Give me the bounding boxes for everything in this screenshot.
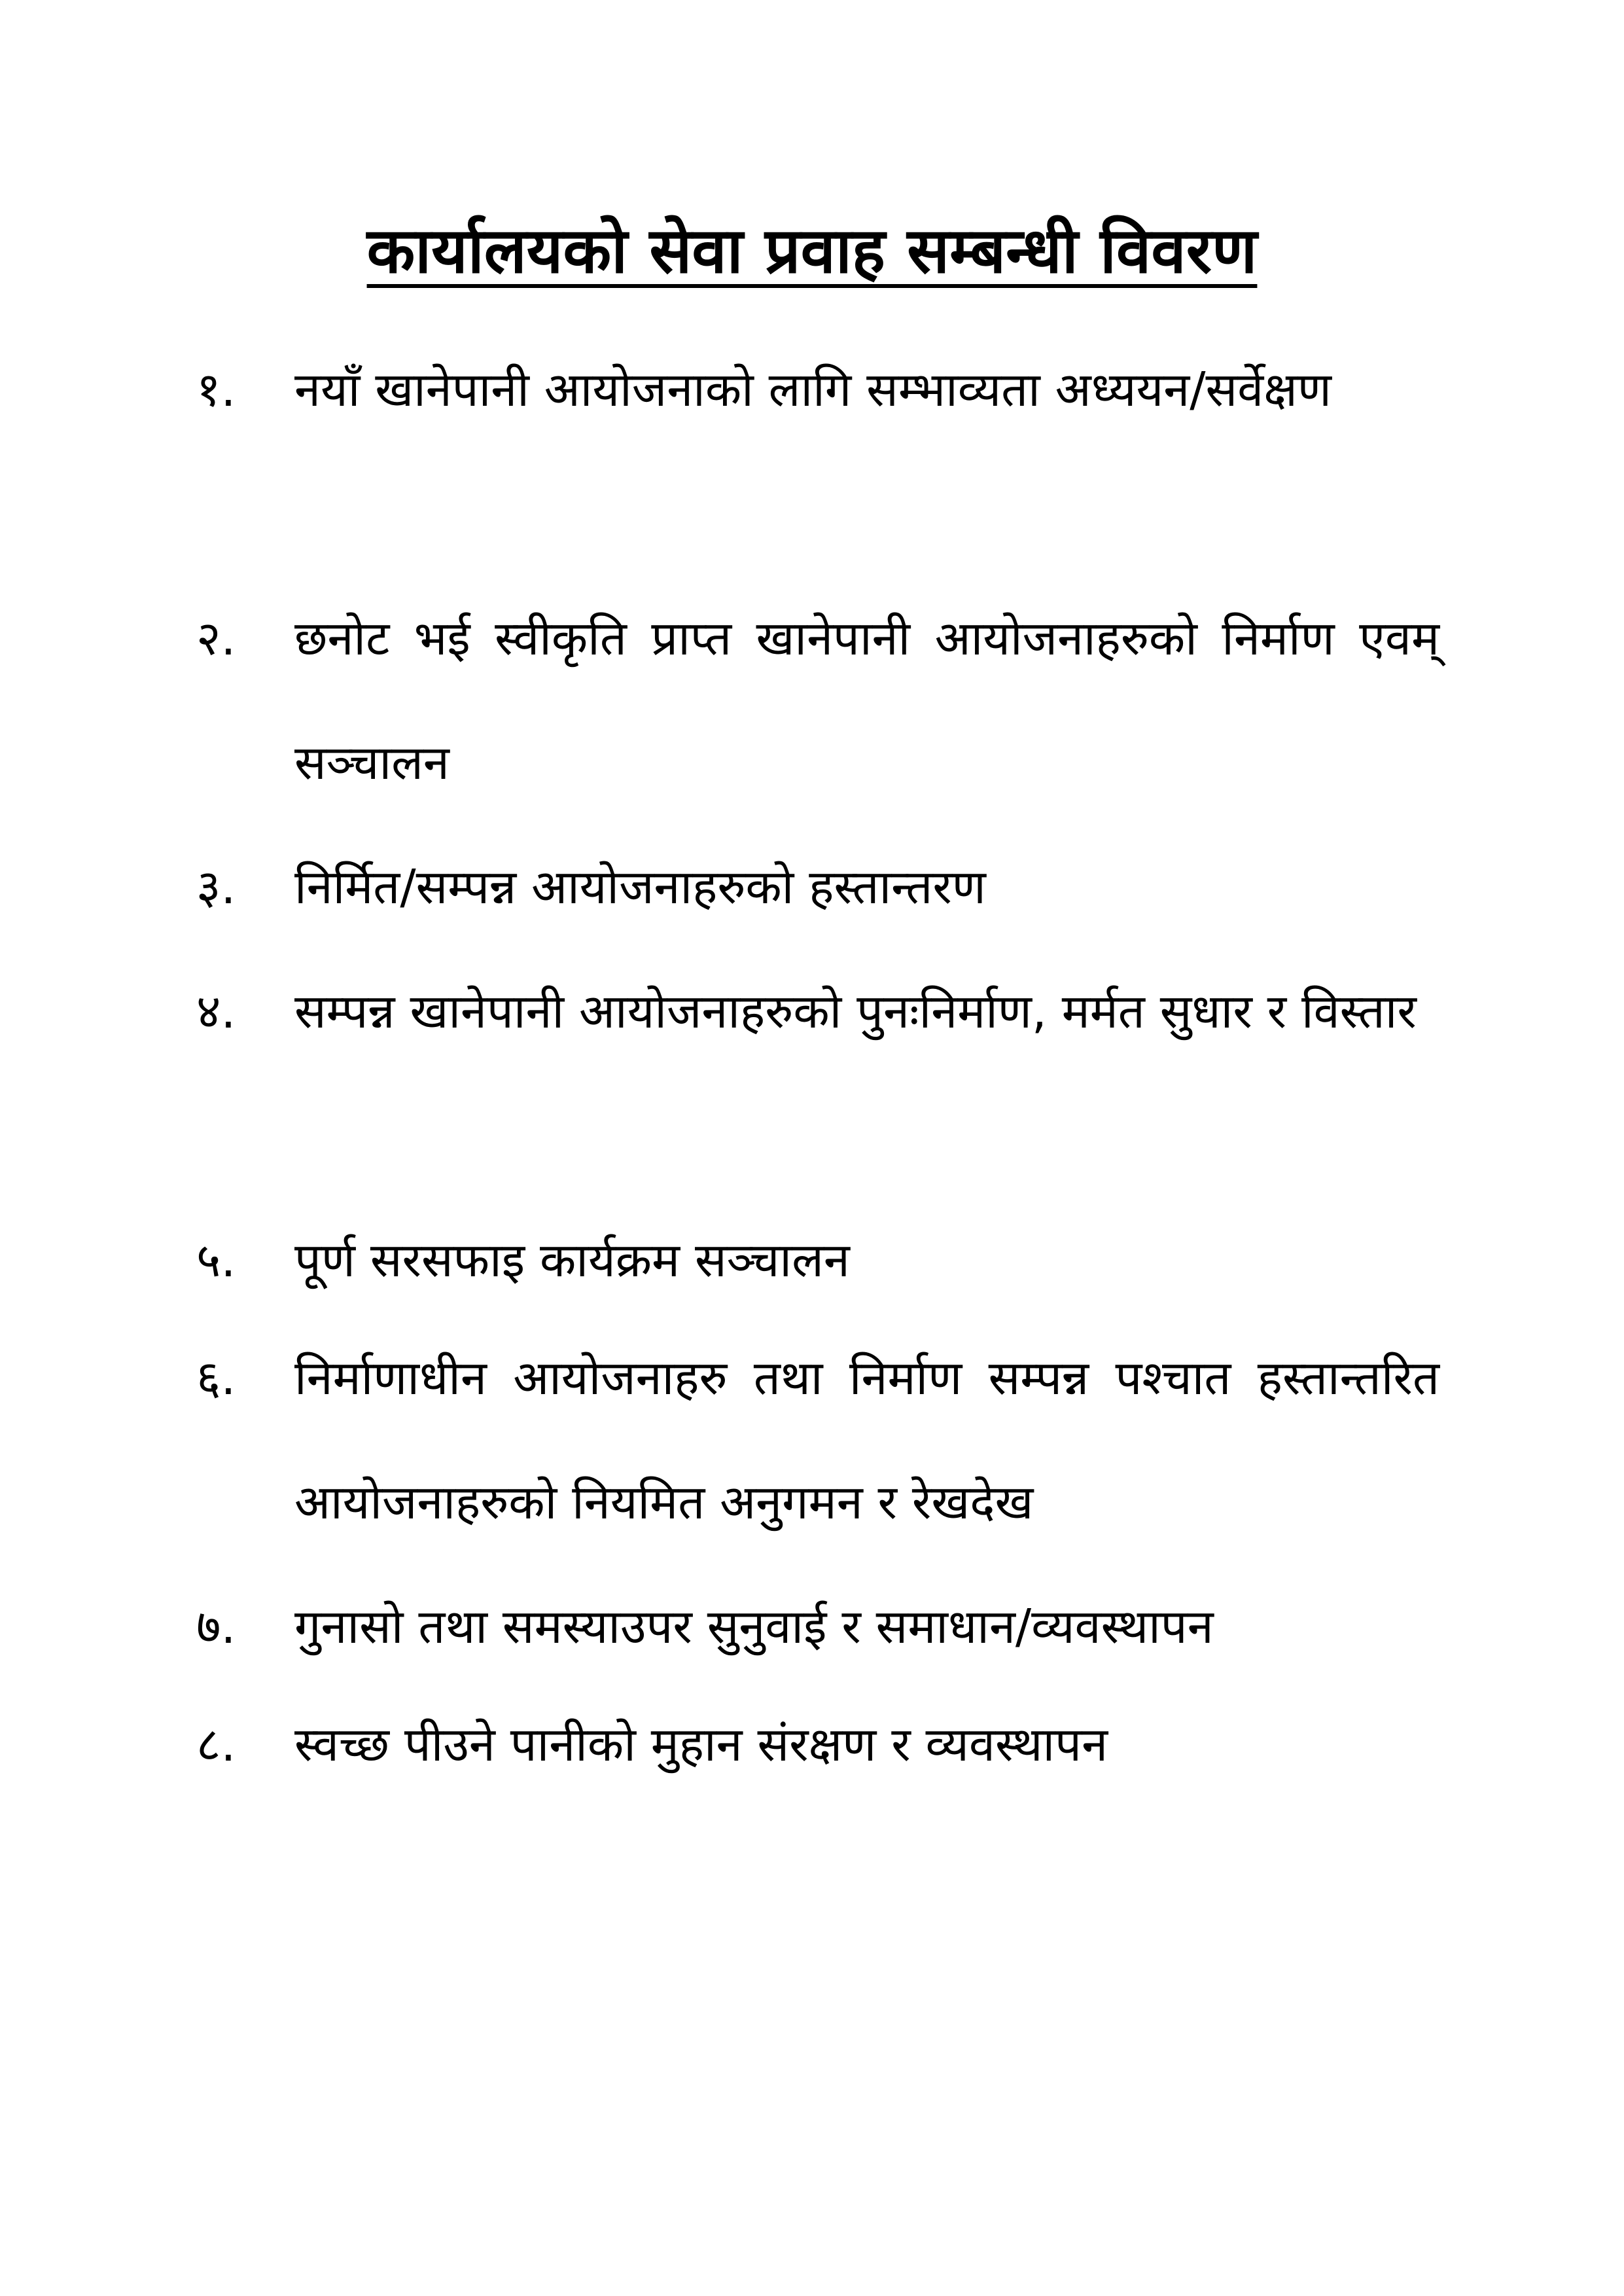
list-item: [196, 576, 1439, 825]
list-item-number: २.: [196, 611, 236, 666]
list-item-number: ८.: [196, 1717, 236, 1772]
list-item-text: स्वच्छ पीउने पानीको मुहान संरक्षण र व्यवस्थापन: [294, 1717, 1108, 1772]
list-item-text: पूर्ण सरसफाइ कार्यक्रम सञ्चालन: [294, 1232, 850, 1287]
list-item-text: निर्माणाधीन आयोजनाहरु तथा निर्माण सम्पन्न पश्चात हस्तान्तरित आयोजनाहरुको नियमित अनुगमन र रेखदेख: [294, 1350, 1439, 1530]
list-item-number: ५.: [196, 1232, 236, 1287]
list-item: [196, 1564, 1439, 1689]
list-item: [196, 825, 1439, 949]
list-item-text: निर्मित/सम्पन्न आयोजनाहरुको हस्तान्तरण: [294, 859, 986, 914]
list-item-text: नयाँ खानेपानी आयोजनाको लागि सम्भाव्यता अध्ययन/सर्वेक्षण: [294, 362, 1332, 417]
list-item-number: ७.: [196, 1599, 236, 1654]
list-item-number: ३.: [196, 859, 236, 914]
list-item: [196, 949, 1439, 1073]
list-item: [196, 1198, 1439, 1322]
list-item-number: १.: [196, 362, 236, 417]
list-item: [196, 327, 1439, 452]
list-item-number: ६.: [196, 1350, 236, 1405]
list-item-text: सम्पन्न खानेपानी आयोजनाहरुको पुनःनिर्माण, मर्मत सुधार र विस्तार: [294, 984, 1417, 1039]
list-item: [196, 1682, 1439, 1806]
list-item: [196, 1316, 1439, 1564]
list-item-number: ४.: [196, 984, 236, 1039]
document-title: कार्यालयको सेवा प्रवाह सम्बन्धी विवरण: [366, 214, 1258, 287]
list-item-text: गुनासो तथा समस्याउपर सुनुवाई र समाधान/व्यवस्थापन: [294, 1599, 1214, 1654]
list-item-text: छनोट भई स्वीकृति प्राप्त खानेपानी आयोजनाहरुको निर्माण एवम् सञ्चालन: [294, 611, 1439, 790]
